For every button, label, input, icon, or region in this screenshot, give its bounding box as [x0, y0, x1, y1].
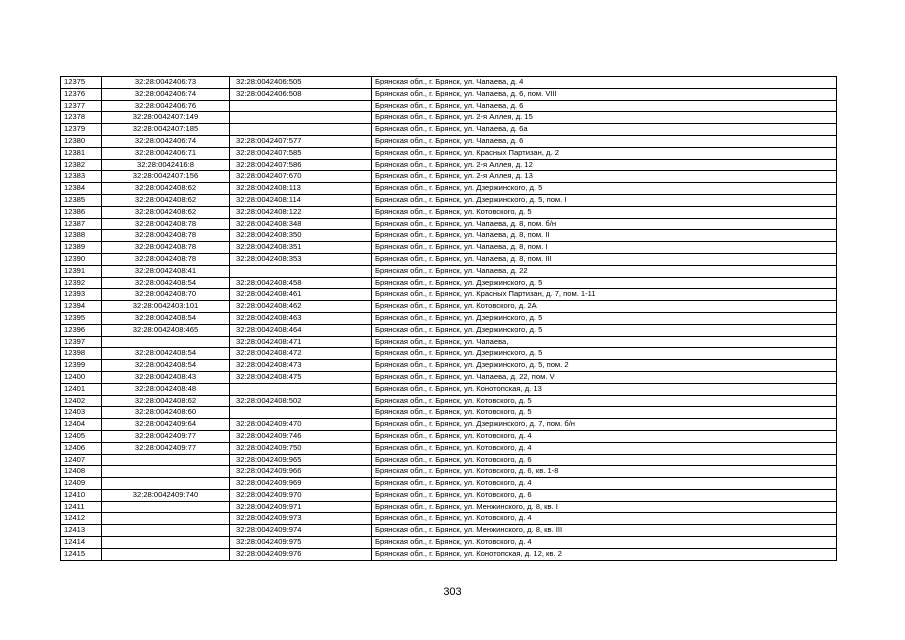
row-number-cell: 12401	[61, 383, 102, 395]
address-cell: Брянская обл., г. Брянск, ул. Котовского, д. 5	[372, 407, 837, 419]
row-number-cell: 12381	[61, 147, 102, 159]
table-row	[61, 124, 837, 136]
row-number-cell: 12408	[61, 466, 102, 478]
table-row	[61, 454, 837, 466]
address-cell: Брянская обл., г. Брянск, ул. Конотопская, д. 13	[372, 383, 837, 395]
parent-cadastral-number-cell: 32:28:0042408:78	[102, 253, 230, 265]
cadastral-number-cell: 32:28:0042408:351	[230, 242, 372, 254]
table-row	[61, 77, 837, 89]
row-number-cell: 12403	[61, 407, 102, 419]
parent-cadastral-number-cell: 32:28:0042416:8	[102, 159, 230, 171]
cadastral-number-cell: 32:28:0042409:965	[230, 454, 372, 466]
table-row	[61, 336, 837, 348]
row-number-cell: 12380	[61, 135, 102, 147]
cadastral-number-cell: 32:28:0042409:966	[230, 466, 372, 478]
address-cell: Брянская обл., г. Брянск, ул. Менжинского, д. 8, кв. III	[372, 525, 837, 537]
address-cell: Брянская обл., г. Брянск, ул. Чапаева, д. 4	[372, 77, 837, 89]
address-cell: Брянская обл., г. Брянск, ул. Чапаева, д. 6	[372, 100, 837, 112]
parent-cadastral-number-cell: 32:28:0042407:149	[102, 112, 230, 124]
table-row	[61, 112, 837, 124]
table-row	[61, 466, 837, 478]
address-cell: Брянская обл., г. Брянск, ул. Котовского, д. 4	[372, 430, 837, 442]
row-number-cell: 12398	[61, 348, 102, 360]
parent-cadastral-number-cell: 32:28:0042408:43	[102, 371, 230, 383]
parent-cadastral-number-cell: 32:28:0042408:78	[102, 230, 230, 242]
address-cell: Брянская обл., г. Брянск, ул. Чапаева, д. 6	[372, 135, 837, 147]
table-row	[61, 277, 837, 289]
cadastral-number-cell: 32:28:0042408:463	[230, 312, 372, 324]
cadastral-number-cell: 32:28:0042408:348	[230, 218, 372, 230]
row-number-cell: 12409	[61, 478, 102, 490]
parent-cadastral-number-cell	[102, 548, 230, 560]
row-number-cell: 12390	[61, 253, 102, 265]
row-number-cell: 12415	[61, 548, 102, 560]
parent-cadastral-number-cell: 32:28:0042406:74	[102, 88, 230, 100]
cadastral-number-cell: 32:28:0042408:114	[230, 194, 372, 206]
address-cell: Брянская обл., г. Брянск, ул. 2-я Аллея, д. 13	[372, 171, 837, 183]
address-cell: Брянская обл., г. Брянск, ул. Чапаева, д. 22	[372, 265, 837, 277]
row-number-cell: 12384	[61, 183, 102, 195]
address-cell: Брянская обл., г. Брянск, ул. 2-я Аллея, д. 15	[372, 112, 837, 124]
parent-cadastral-number-cell: 32:28:0042409:77	[102, 442, 230, 454]
parent-cadastral-number-cell: 32:28:0042408:60	[102, 407, 230, 419]
cadastral-number-cell: 32:28:0042408:113	[230, 183, 372, 195]
address-cell: Брянская обл., г. Брянск, ул. Котовского, д. 4	[372, 442, 837, 454]
address-cell: Брянская обл., г. Брянск, ул. Дзержинского, д. 5, пом. I	[372, 194, 837, 206]
table-row	[61, 100, 837, 112]
address-cell: Брянская обл., г. Брянск, ул. Дзержинского, д. 5	[372, 312, 837, 324]
cadastral-number-cell: 32:28:0042407:585	[230, 147, 372, 159]
table-row	[61, 171, 837, 183]
cadastral-number-cell: 32:28:0042408:122	[230, 206, 372, 218]
row-number-cell: 12399	[61, 360, 102, 372]
address-cell: Брянская обл., г. Брянск, ул. Котовского, д. 5	[372, 206, 837, 218]
address-cell: Брянская обл., г. Брянск, ул. Красных Партизан, д. 7, пом. 1-11	[372, 289, 837, 301]
table-row	[61, 230, 837, 242]
parent-cadastral-number-cell: 32:28:0042408:78	[102, 242, 230, 254]
row-number-cell: 12395	[61, 312, 102, 324]
row-number-cell: 12391	[61, 265, 102, 277]
table-row	[61, 218, 837, 230]
address-cell: Брянская обл., г. Брянск, ул. Котовского, д. 2А	[372, 301, 837, 313]
row-number-cell: 12414	[61, 537, 102, 549]
cadastral-number-cell: 32:28:0042409:973	[230, 513, 372, 525]
registry-table	[60, 76, 837, 561]
cadastral-number-cell: 32:28:0042408:353	[230, 253, 372, 265]
cadastral-number-cell: 32:28:0042408:461	[230, 289, 372, 301]
row-number-cell: 12382	[61, 159, 102, 171]
table-row	[61, 265, 837, 277]
parent-cadastral-number-cell: 32:28:0042408:62	[102, 206, 230, 218]
cadastral-number-cell: 32:28:0042409:746	[230, 430, 372, 442]
address-cell: Брянская обл., г. Брянск, ул. Чапаева, д. 6, пом. VIII	[372, 88, 837, 100]
row-number-cell: 12412	[61, 513, 102, 525]
parent-cadastral-number-cell: 32:28:0042407:156	[102, 171, 230, 183]
cadastral-number-cell: 32:28:0042409:975	[230, 537, 372, 549]
parent-cadastral-number-cell: 32:28:0042408:54	[102, 277, 230, 289]
table-row	[61, 548, 837, 560]
parent-cadastral-number-cell: 32:28:0042408:48	[102, 383, 230, 395]
cadastral-number-cell	[230, 265, 372, 277]
parent-cadastral-number-cell: 32:28:0042408:54	[102, 348, 230, 360]
parent-cadastral-number-cell	[102, 466, 230, 478]
parent-cadastral-number-cell	[102, 454, 230, 466]
cadastral-number-cell: 32:28:0042409:470	[230, 419, 372, 431]
address-cell: Брянская обл., г. Брянск, ул. Чапаева, д. 8, пом. III	[372, 253, 837, 265]
table-row	[61, 88, 837, 100]
cadastral-number-cell: 32:28:0042409:976	[230, 548, 372, 560]
table-row	[61, 489, 837, 501]
parent-cadastral-number-cell: 32:28:0042406:76	[102, 100, 230, 112]
table-row	[61, 159, 837, 171]
cadastral-number-cell: 32:28:0042408:473	[230, 360, 372, 372]
table-row	[61, 537, 837, 549]
parent-cadastral-number-cell: 32:28:0042409:64	[102, 419, 230, 431]
address-cell: Брянская обл., г. Брянск, ул. Котовского, д. 5	[372, 395, 837, 407]
table-row	[61, 430, 837, 442]
address-cell: Брянская обл., г. Брянск, ул. Котовского, д. 6	[372, 489, 837, 501]
row-number-cell: 12396	[61, 324, 102, 336]
table-row	[61, 183, 837, 195]
parent-cadastral-number-cell: 32:28:0042409:77	[102, 430, 230, 442]
cadastral-number-cell	[230, 407, 372, 419]
row-number-cell: 12410	[61, 489, 102, 501]
address-cell: Брянская обл., г. Брянск, ул. Чапаева, д. 22, пом. V	[372, 371, 837, 383]
cadastral-number-cell: 32:28:0042406:508	[230, 88, 372, 100]
row-number-cell: 12392	[61, 277, 102, 289]
address-cell: Брянская обл., г. Брянск, ул. Дзержинского, д. 5	[372, 277, 837, 289]
address-cell: Брянская обл., г. Брянск, ул. Чапаева, д. 8, пом. б/н	[372, 218, 837, 230]
parent-cadastral-number-cell: 32:28:0042403:101	[102, 301, 230, 313]
table-row	[61, 478, 837, 490]
row-number-cell: 12387	[61, 218, 102, 230]
address-cell: Брянская обл., г. Брянск, ул. Котовского, д. 4	[372, 537, 837, 549]
parent-cadastral-number-cell: 32:28:0042408:78	[102, 218, 230, 230]
address-cell: Брянская обл., г. Брянск, ул. 2-я Аллея, д. 12	[372, 159, 837, 171]
address-cell: Брянская обл., г. Брянск, ул. Дзержинского, д. 5, пом. 2	[372, 360, 837, 372]
parent-cadastral-number-cell: 32:28:0042406:71	[102, 147, 230, 159]
row-number-cell: 12406	[61, 442, 102, 454]
cadastral-number-cell: 32:28:0042408:475	[230, 371, 372, 383]
table-row	[61, 312, 837, 324]
table-row	[61, 383, 837, 395]
row-number-cell: 12402	[61, 395, 102, 407]
table-row	[61, 407, 837, 419]
cadastral-number-cell: 32:28:0042408:458	[230, 277, 372, 289]
table-row	[61, 194, 837, 206]
parent-cadastral-number-cell: 32:28:0042408:465	[102, 324, 230, 336]
row-number-cell: 12393	[61, 289, 102, 301]
row-number-cell: 12404	[61, 419, 102, 431]
table-row	[61, 289, 837, 301]
cadastral-number-cell: 32:28:0042407:577	[230, 135, 372, 147]
address-cell: Брянская обл., г. Брянск, ул. Дзержинского, д. 5	[372, 183, 837, 195]
table-row	[61, 419, 837, 431]
row-number-cell: 12397	[61, 336, 102, 348]
table-row	[61, 301, 837, 313]
cadastral-number-cell	[230, 124, 372, 136]
table-row	[61, 206, 837, 218]
parent-cadastral-number-cell: 32:28:0042406:74	[102, 135, 230, 147]
cadastral-number-cell: 32:28:0042406:505	[230, 77, 372, 89]
cadastral-number-cell	[230, 112, 372, 124]
address-cell: Брянская обл., г. Брянск, ул. Дзержинского, д. 5	[372, 324, 837, 336]
address-cell: Брянская обл., г. Брянск, ул. Чапаева,	[372, 336, 837, 348]
table-row	[61, 242, 837, 254]
cadastral-number-cell: 32:28:0042409:750	[230, 442, 372, 454]
table-row	[61, 525, 837, 537]
row-number-cell: 12389	[61, 242, 102, 254]
parent-cadastral-number-cell: 32:28:0042408:54	[102, 360, 230, 372]
cadastral-number-cell: 32:28:0042407:586	[230, 159, 372, 171]
address-cell: Брянская обл., г. Брянск, ул. Котовского, д. 6, кв. 1-8	[372, 466, 837, 478]
parent-cadastral-number-cell	[102, 478, 230, 490]
parent-cadastral-number-cell	[102, 525, 230, 537]
cadastral-number-cell: 32:28:0042409:969	[230, 478, 372, 490]
row-number-cell: 12413	[61, 525, 102, 537]
parent-cadastral-number-cell: 32:28:0042408:62	[102, 194, 230, 206]
row-number-cell: 12394	[61, 301, 102, 313]
parent-cadastral-number-cell	[102, 513, 230, 525]
row-number-cell: 12405	[61, 430, 102, 442]
row-number-cell: 12375	[61, 77, 102, 89]
parent-cadastral-number-cell	[102, 537, 230, 549]
parent-cadastral-number-cell: 32:28:0042408:62	[102, 183, 230, 195]
parent-cadastral-number-cell: 32:28:0042409:740	[102, 489, 230, 501]
cadastral-number-cell: 32:28:0042408:502	[230, 395, 372, 407]
row-number-cell: 12400	[61, 371, 102, 383]
row-number-cell: 12411	[61, 501, 102, 513]
address-cell: Брянская обл., г. Брянск, ул. Менжинского, д. 8, кв. I	[372, 501, 837, 513]
address-cell: Брянская обл., г. Брянск, ул. Дзержинского, д. 5	[372, 348, 837, 360]
address-cell: Брянская обл., г. Брянск, ул. Чапаева, д. 6а	[372, 124, 837, 136]
row-number-cell: 12377	[61, 100, 102, 112]
table-row	[61, 513, 837, 525]
row-number-cell: 12407	[61, 454, 102, 466]
address-cell: Брянская обл., г. Брянск, ул. Чапаева, д. 8, пом. II	[372, 230, 837, 242]
table-row	[61, 371, 837, 383]
table-row	[61, 395, 837, 407]
cadastral-number-cell	[230, 383, 372, 395]
table-row	[61, 501, 837, 513]
row-number-cell: 12378	[61, 112, 102, 124]
parent-cadastral-number-cell	[102, 336, 230, 348]
parent-cadastral-number-cell: 32:28:0042406:73	[102, 77, 230, 89]
cadastral-number-cell	[230, 100, 372, 112]
row-number-cell: 12379	[61, 124, 102, 136]
cadastral-number-cell: 32:28:0042408:464	[230, 324, 372, 336]
parent-cadastral-number-cell: 32:28:0042408:54	[102, 312, 230, 324]
parent-cadastral-number-cell: 32:28:0042408:62	[102, 395, 230, 407]
cadastral-number-cell: 32:28:0042408:462	[230, 301, 372, 313]
cadastral-number-cell: 32:28:0042408:471	[230, 336, 372, 348]
address-cell: Брянская обл., г. Брянск, ул. Котовского, д. 4	[372, 478, 837, 490]
address-cell: Брянская обл., г. Брянск, ул. Дзержинского, д. 7, пом. б/н	[372, 419, 837, 431]
table-row	[61, 253, 837, 265]
parent-cadastral-number-cell: 32:28:0042408:41	[102, 265, 230, 277]
parent-cadastral-number-cell: 32:28:0042407:185	[102, 124, 230, 136]
cadastral-number-cell: 32:28:0042408:472	[230, 348, 372, 360]
row-number-cell: 12388	[61, 230, 102, 242]
table-row	[61, 348, 837, 360]
table-row	[61, 135, 837, 147]
table-row	[61, 360, 837, 372]
parent-cadastral-number-cell: 32:28:0042408:70	[102, 289, 230, 301]
row-number-cell: 12383	[61, 171, 102, 183]
row-number-cell: 12386	[61, 206, 102, 218]
cadastral-number-cell: 32:28:0042407:670	[230, 171, 372, 183]
address-cell: Брянская обл., г. Брянск, ул. Чапаева, д. 8, пом. I	[372, 242, 837, 254]
row-number-cell: 12385	[61, 194, 102, 206]
table-row	[61, 324, 837, 336]
table-row	[61, 442, 837, 454]
address-cell: Брянская обл., г. Брянск, ул. Красных Партизан, д. 2	[372, 147, 837, 159]
cadastral-number-cell: 32:28:0042409:971	[230, 501, 372, 513]
address-cell: Брянская обл., г. Брянск, ул. Конотопская, д. 12, кв. 2	[372, 548, 837, 560]
table-row	[61, 147, 837, 159]
cadastral-number-cell: 32:28:0042408:350	[230, 230, 372, 242]
parent-cadastral-number-cell	[102, 501, 230, 513]
address-cell: Брянская обл., г. Брянск, ул. Котовского, д. 4	[372, 513, 837, 525]
cadastral-number-cell: 32:28:0042409:970	[230, 489, 372, 501]
row-number-cell: 12376	[61, 88, 102, 100]
table-body	[61, 77, 837, 561]
address-cell: Брянская обл., г. Брянск, ул. Котовского, д. 6	[372, 454, 837, 466]
cadastral-number-cell: 32:28:0042409:974	[230, 525, 372, 537]
page-number: 303	[443, 586, 462, 598]
